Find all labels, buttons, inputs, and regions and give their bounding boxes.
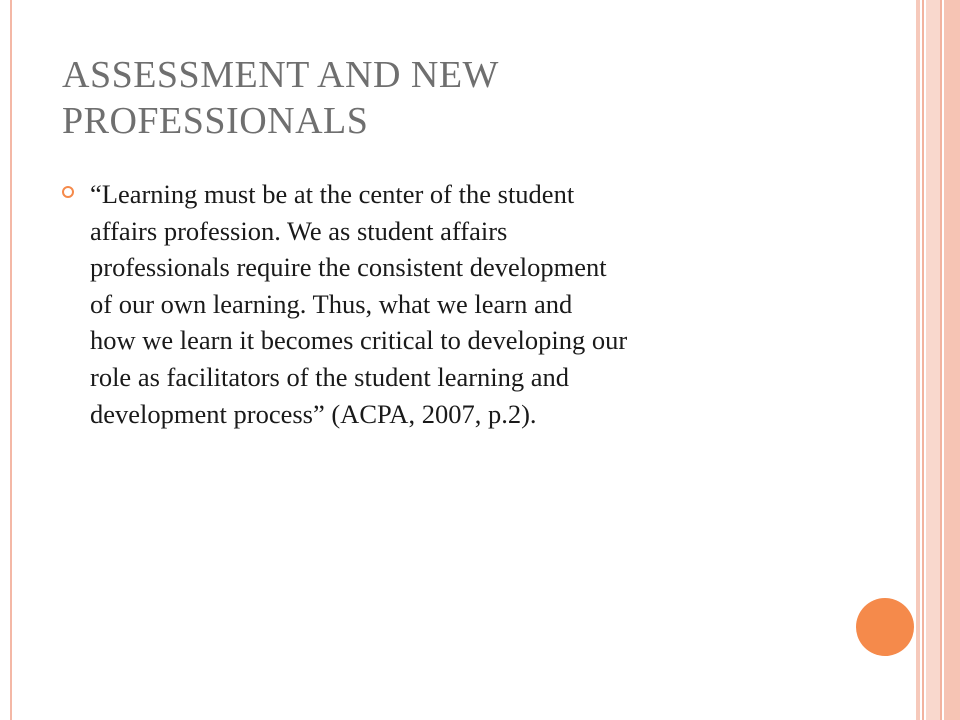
- bullet-line: affairs profession. We as student affairs: [90, 215, 508, 246]
- right-stripe-2: [922, 0, 924, 720]
- orange-circle-icon: [856, 598, 914, 656]
- right-stripe-1: [916, 0, 920, 720]
- slide-title: [62, 52, 862, 144]
- bullet-text: [90, 176, 842, 432]
- bullet-line: “Learning must be at the center of the student: [90, 179, 575, 209]
- bullet-line: of our own learning. Thus, what we learn and: [90, 288, 573, 319]
- right-stripe-5: [944, 0, 960, 720]
- slide-title-line-1: ASSESSMENT AND NEW: [62, 54, 499, 96]
- bullet-line: professionals require the consistent development: [90, 252, 607, 283]
- bullet-line: how we learn it becomes critical to developing our: [90, 325, 628, 356]
- bullet-line: development process” (ACPA, 2007, p.2).: [90, 398, 537, 429]
- bullet-list: [62, 176, 842, 432]
- right-stripe-3: [926, 0, 940, 720]
- hollow-circle-bullet-icon: [62, 186, 74, 198]
- right-stripe-4: [940, 0, 942, 720]
- bullet-line: role as facilitators of the student learning and: [90, 361, 570, 392]
- bullet-item: [62, 176, 842, 432]
- left-border-line: [10, 0, 12, 720]
- slide-title-line-2: PROFESSIONALS: [62, 100, 369, 142]
